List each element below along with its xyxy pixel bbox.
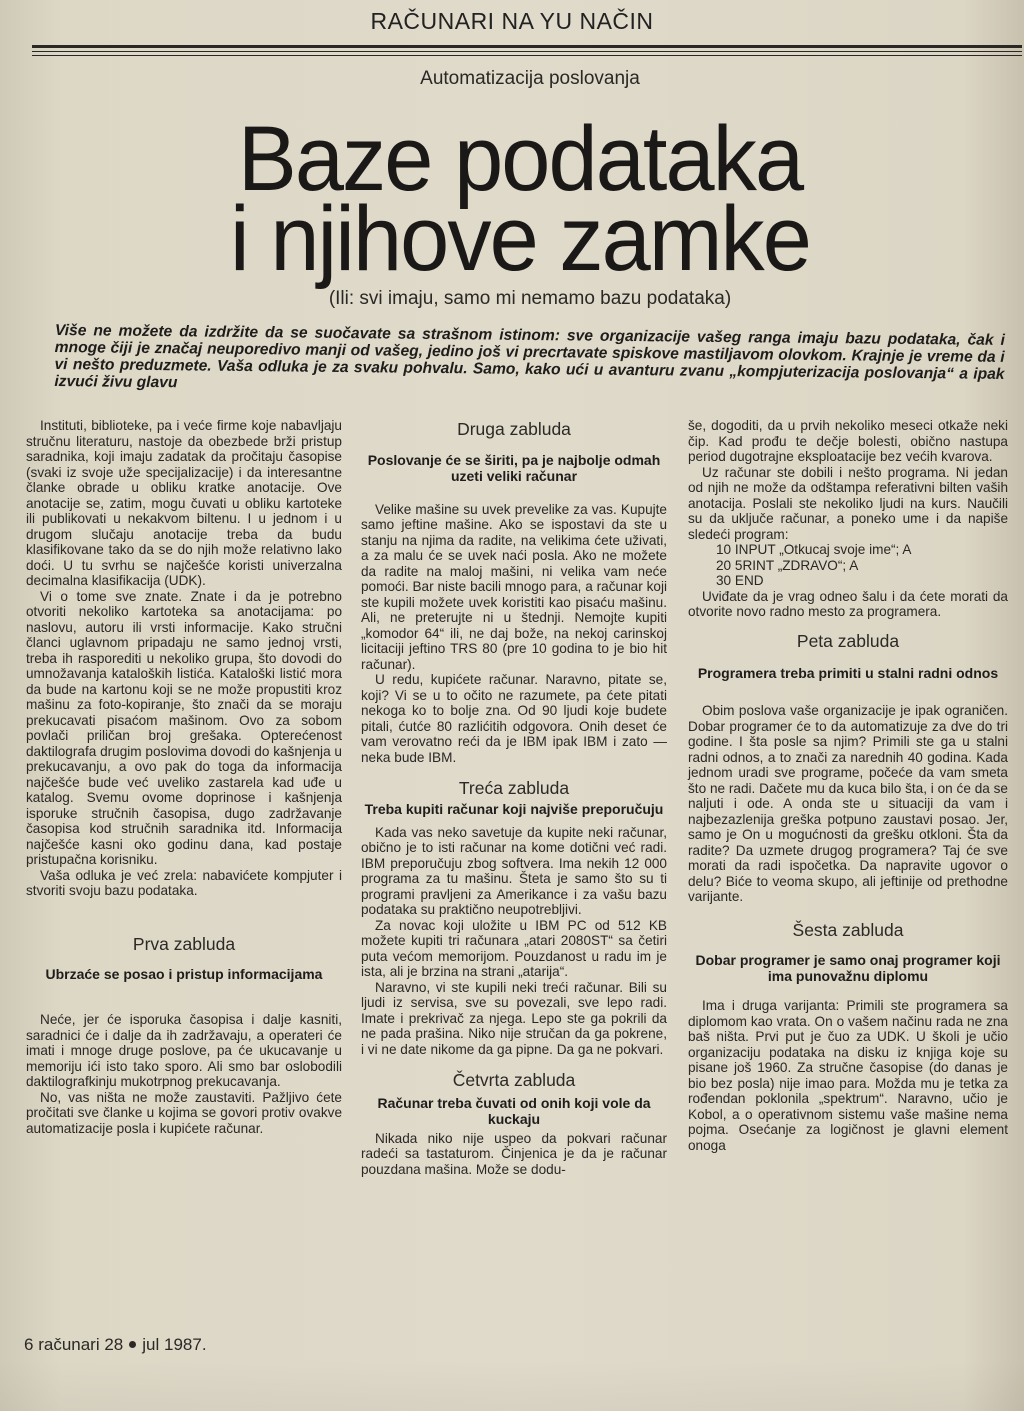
section-title-prva: Prva zabluda [132,933,236,954]
section-title-sesta: Šesta zabluda [792,919,904,940]
body-paragraph: Naravno, vi ste kupili neki treći računar. Bili su ljudi iz servisa, sve su povezali, sve lepo radi. Imate i prekrivač za njega. Lepo ste ga pokrili da ne pada prašina. Niko nije stručan da ga pokrene, i vi ne date nikome da ga pipne. Da ga ne pokvari. [361,979,667,1057]
body-paragraph: Uz računar ste dobili i nešto programa. Ni jedan od njih ne može da odštampa referativni bilten vaših anotacija. Poslali ste nekoliko ljudi na kurs. Naučili su da uključe računar, a poneko ume i da napiše sledeći program: [688,464,1008,542]
section-subtitle-sesta: Dobar programer je samo onaj programer koji ima punovažnu diplomu [695,952,1001,984]
headline-line-2: i njihove zamke [230,188,810,290]
bullet-icon [129,1341,136,1348]
body-paragraph: Velike mašine su uvek prevelike za vas. Kupujte samo jeftine mašine. Ako se ispostavi da ste u stanju na njima da radite, na velikima ćete uživati, a za malu će se uvek naći posla. Ako ne možete da radite na maloj mašini, ni velika vam neće pomoći. Bar niste bacili mnogo para, a računar koji ste kupili možete uvek koristiti kao pisaću mašinu. Ali, ne preterujte ni u štednji. Nemojte kupiti „komodor 64“ ili, ne daj bože, na nekoj carinskoj licitaciji jeftino TRS 80 (pre 10 godina to je bio hit računar). [361,501,667,672]
column-2 [361,418,667,1177]
section-subtitle-cetvrta: Računar treba čuvati od onih koji vole da kuckaju [377,1094,651,1127]
body-paragraph: Neće, jer će isporuka časopisa i dalje kasniti, saradnici će i dalje da ih zadržavaju, a operateri će imati i mnoge druge poslove, pa će ukucavanje u memoriju ići isto tako sporo. Ali smo bar oslobodili daktilografkinju mukotrpnog prekucavanja. [26,1012,342,1089]
code-line: 30 END [716,573,764,588]
page-number: 6 [24,1335,34,1354]
article-subtitle: (Ili: svi imaju, samo mi nemamo bazu podataka) [328,288,732,309]
code-line: 20 5RINT „ZDRAVO“; A [716,557,859,573]
body-paragraph: Vaša odluka je već zrela: nabavićete kompjuter i stvoriti svoju bazu podataka. [26,867,342,898]
code-line: 10 INPUT „Otkucaj svoje ime“; A [716,542,912,557]
body-paragraph: Uviđate da je vrag odneo šalu i da ćete morati da otvorite novo radno mesto za programera. [688,588,1008,619]
column-3 [688,418,1008,1153]
lead-text: Više ne možete da izdržite da se suočavate sa strašnom istinom: sve organizacije vašeg ranga imaju bazu podataka, čak i mnoge čiji je značaj neuporedivo manji od vašeg, jedino još vi precrtavate spiskove mastiljavom olovkom. Krajnje je vreme da i vi nešto preduzmete. Vaša odluka je za svaku pohvalu. Samo, kako ući u avanturu zvanu „kompjuterizacija poslovanja“ a ipak izvući živu glavu [54,322,1005,392]
issue-date: jul 1987. [142,1335,207,1354]
body-paragraph: Obim poslova vaše organizacije je ipak ograničen. Dobar programer će to da automatizuje za dve do tri godine. I šta posle sa njim? Primili ste ga u stalni radni odnos, a to znači za narednih 40 godina. Kada jednom uradi sve programe, počeće da vam smeta što ne radi. Dačete mu da kuca bilo šta, i on će da se naljuti i ode. A onda ste u situaciji da vam i najbezazlenija greška potpuno zaustavi posao. Jer, samo je On u mogućnosti da grešku otkloni. Šta da radite? Da uzmete drugog programera? Taj će sve morati da radi ispočetka. Da napravite ugovor o delu? Biće to veoma skupo, ali jeftinije od prethodne varijante. [688,703,1008,904]
body-paragraph: U redu, kupićete računar. Naravno, pitate se, koji? Vi se u to očito ne razumete, pa ćete pitati nekoga ko to bolje zna. Od 90 ljudi koje budete pitali, ćutće 80 razlićitih odgovora. Onih deset će vam verovatno reći da je IBM ipak IBM i zato — neka bude IBM. [361,672,667,765]
section-subtitle-prva: Ubrzaće se posao i pristup informacijama [45,966,323,982]
section-title-treca: Treća zabluda [458,778,570,798]
section-subtitle-druga: Poslovanje će se širiti, pa je najbolje odmah uzeti veliki računar [367,451,661,484]
column-1 [26,418,342,1136]
magazine-issue: računari 28 [38,1335,124,1354]
page-footer [24,1335,207,1355]
body-paragraph: Kada vas neko savetuje da kupite neki računar, obično je to isti računar na kome dotični već radi. IBM preporučuju zbog softvera. Ima nekih 12 000 programa za tu mašinu. Šteta je samo što su ti programi pravljeni za Amerikance i za vašu bazu podataka su praktično neupotrebljivi. [361,824,667,917]
body-paragraph: No, vas ništa ne može zaustaviti. Pažljivo ćete pročitati sve članke u kojima se govori protiv ovakve automatizacije posla i kupićete računar. [26,1089,342,1136]
body-paragraph: Nikada niko nije uspeo da pokvari računar radeći sa tastaturom. Činjenica je da je računar pouzdana mašina. Može se dodu- [361,1130,667,1177]
header-rule-thick [32,45,1022,48]
section-title-druga: Druga zabluda [457,419,571,439]
body-paragraph: Instituti, biblioteke, pa i veće firme koje nabavljaju stručnu literaturu, nastoje da obezbede brži pristup saradnika, koji imaju zadatak da pročitaju časopise (svaki iz svoje uže specijalizacije) i da interesantne članke obrade u obliku kratke anotacije. Ove anotacije se, zatim, mogu čuvati u obliku kartoteke ili publikovati u nekakvom biltenu. I u jednom i u drugom slučaju anotacije treba da budu klasifikovane tako da se do njih može relativno lako doći. U tu svrhu se najčešće koristi univerzalna decimalna klasifikacija (UDK). [26,418,342,588]
body-paragraph: Za novac koji uložite u IBM PC od 512 KB možete kupiti tri računara „atari 2080ST“ sa četiri puta većom memorijom. Pouzdanost u radu im je ista, ali je brzina na strani „atarija“. [361,917,667,979]
section-title-peta: Peta zabluda [796,630,900,651]
body-paragraph: še, dogoditi, da u prvih nekoliko meseci otkaže neki čip. Kad prođu te dečje bolesti, obično nastupa period dugotrajne eksploatacije bez većih kvarova. [688,418,1008,464]
body-paragraph: Vi o tome sve znate. Znate i da je potrebno otvoriti nekoliko kartoteka sa anotacijama: po naslovu, autoru ili vrsti informacije. Kako stručni članci uglavnom pripadaju ne samo jednoj vrsti, treba ih rasporediti u nekoliko grupa, što dovodi do umnožavanja kataloških listića. Kataloški listić mora da bude na kartonu koji se ne može propustiti kroz mašinu za foto-kopiranje, što znači da se moraju prekucavati pisaćom mašinom. Ovo za sobom povlači priličan broj grešaka. Opterećenost daktilografa drugim poslovima dovodi do kašnjenja u prekucavanju, a ovo pak do toga da informacija najčešće bude već uveliko zastarela kad uđe u katalog. Svemu ovome doprinose i kašnjenja isporuke stručnih časopisa, dugo zadržavanje časopisa kod stručnih saradnika itd. Informacija najčešće kasni oko godinu dana, kad postaje pristupačna korisniku. [26,588,342,867]
paper-edge [0,1360,1024,1411]
running-header: RAČUNARI NA YU NAČIN [370,8,654,34]
body-paragraph: Ima i druga varijanta: Primili ste programera sa diplomom kao vrata. On o vašem načinu rada ne zna baš ništa. Prvi put je čuo za UDK. U školi je učio organizaciju podataka na disku iz knjiga koje su pisane još 1960. Za stručne časopise (do danas je bio bez posla) nije imao para. Možda mu je tetka za rođendan poklonila „spektrum“. Naravno, učio je Kobol, a o operativnom sistemu vaše mašine nema pojma. Osećanje za logičnost je glavni element onoga [688,998,1008,1153]
header-rule-thin-2 [32,55,1022,56]
headline-line-1: Baze podataka [237,108,803,210]
section-subtitle-peta: Programera treba primiti u stalni radni odnos [697,665,999,681]
section-title-cetvrta: Četvrta zabluda [452,1070,576,1090]
lead-paragraph [54,322,1005,400]
section-subtitle-treca: Treba kupiti računar koji najviše preporučuju [364,800,664,817]
header-rule-thin [32,51,1022,52]
article-kicker: Automatizacija poslovanja [420,68,640,89]
